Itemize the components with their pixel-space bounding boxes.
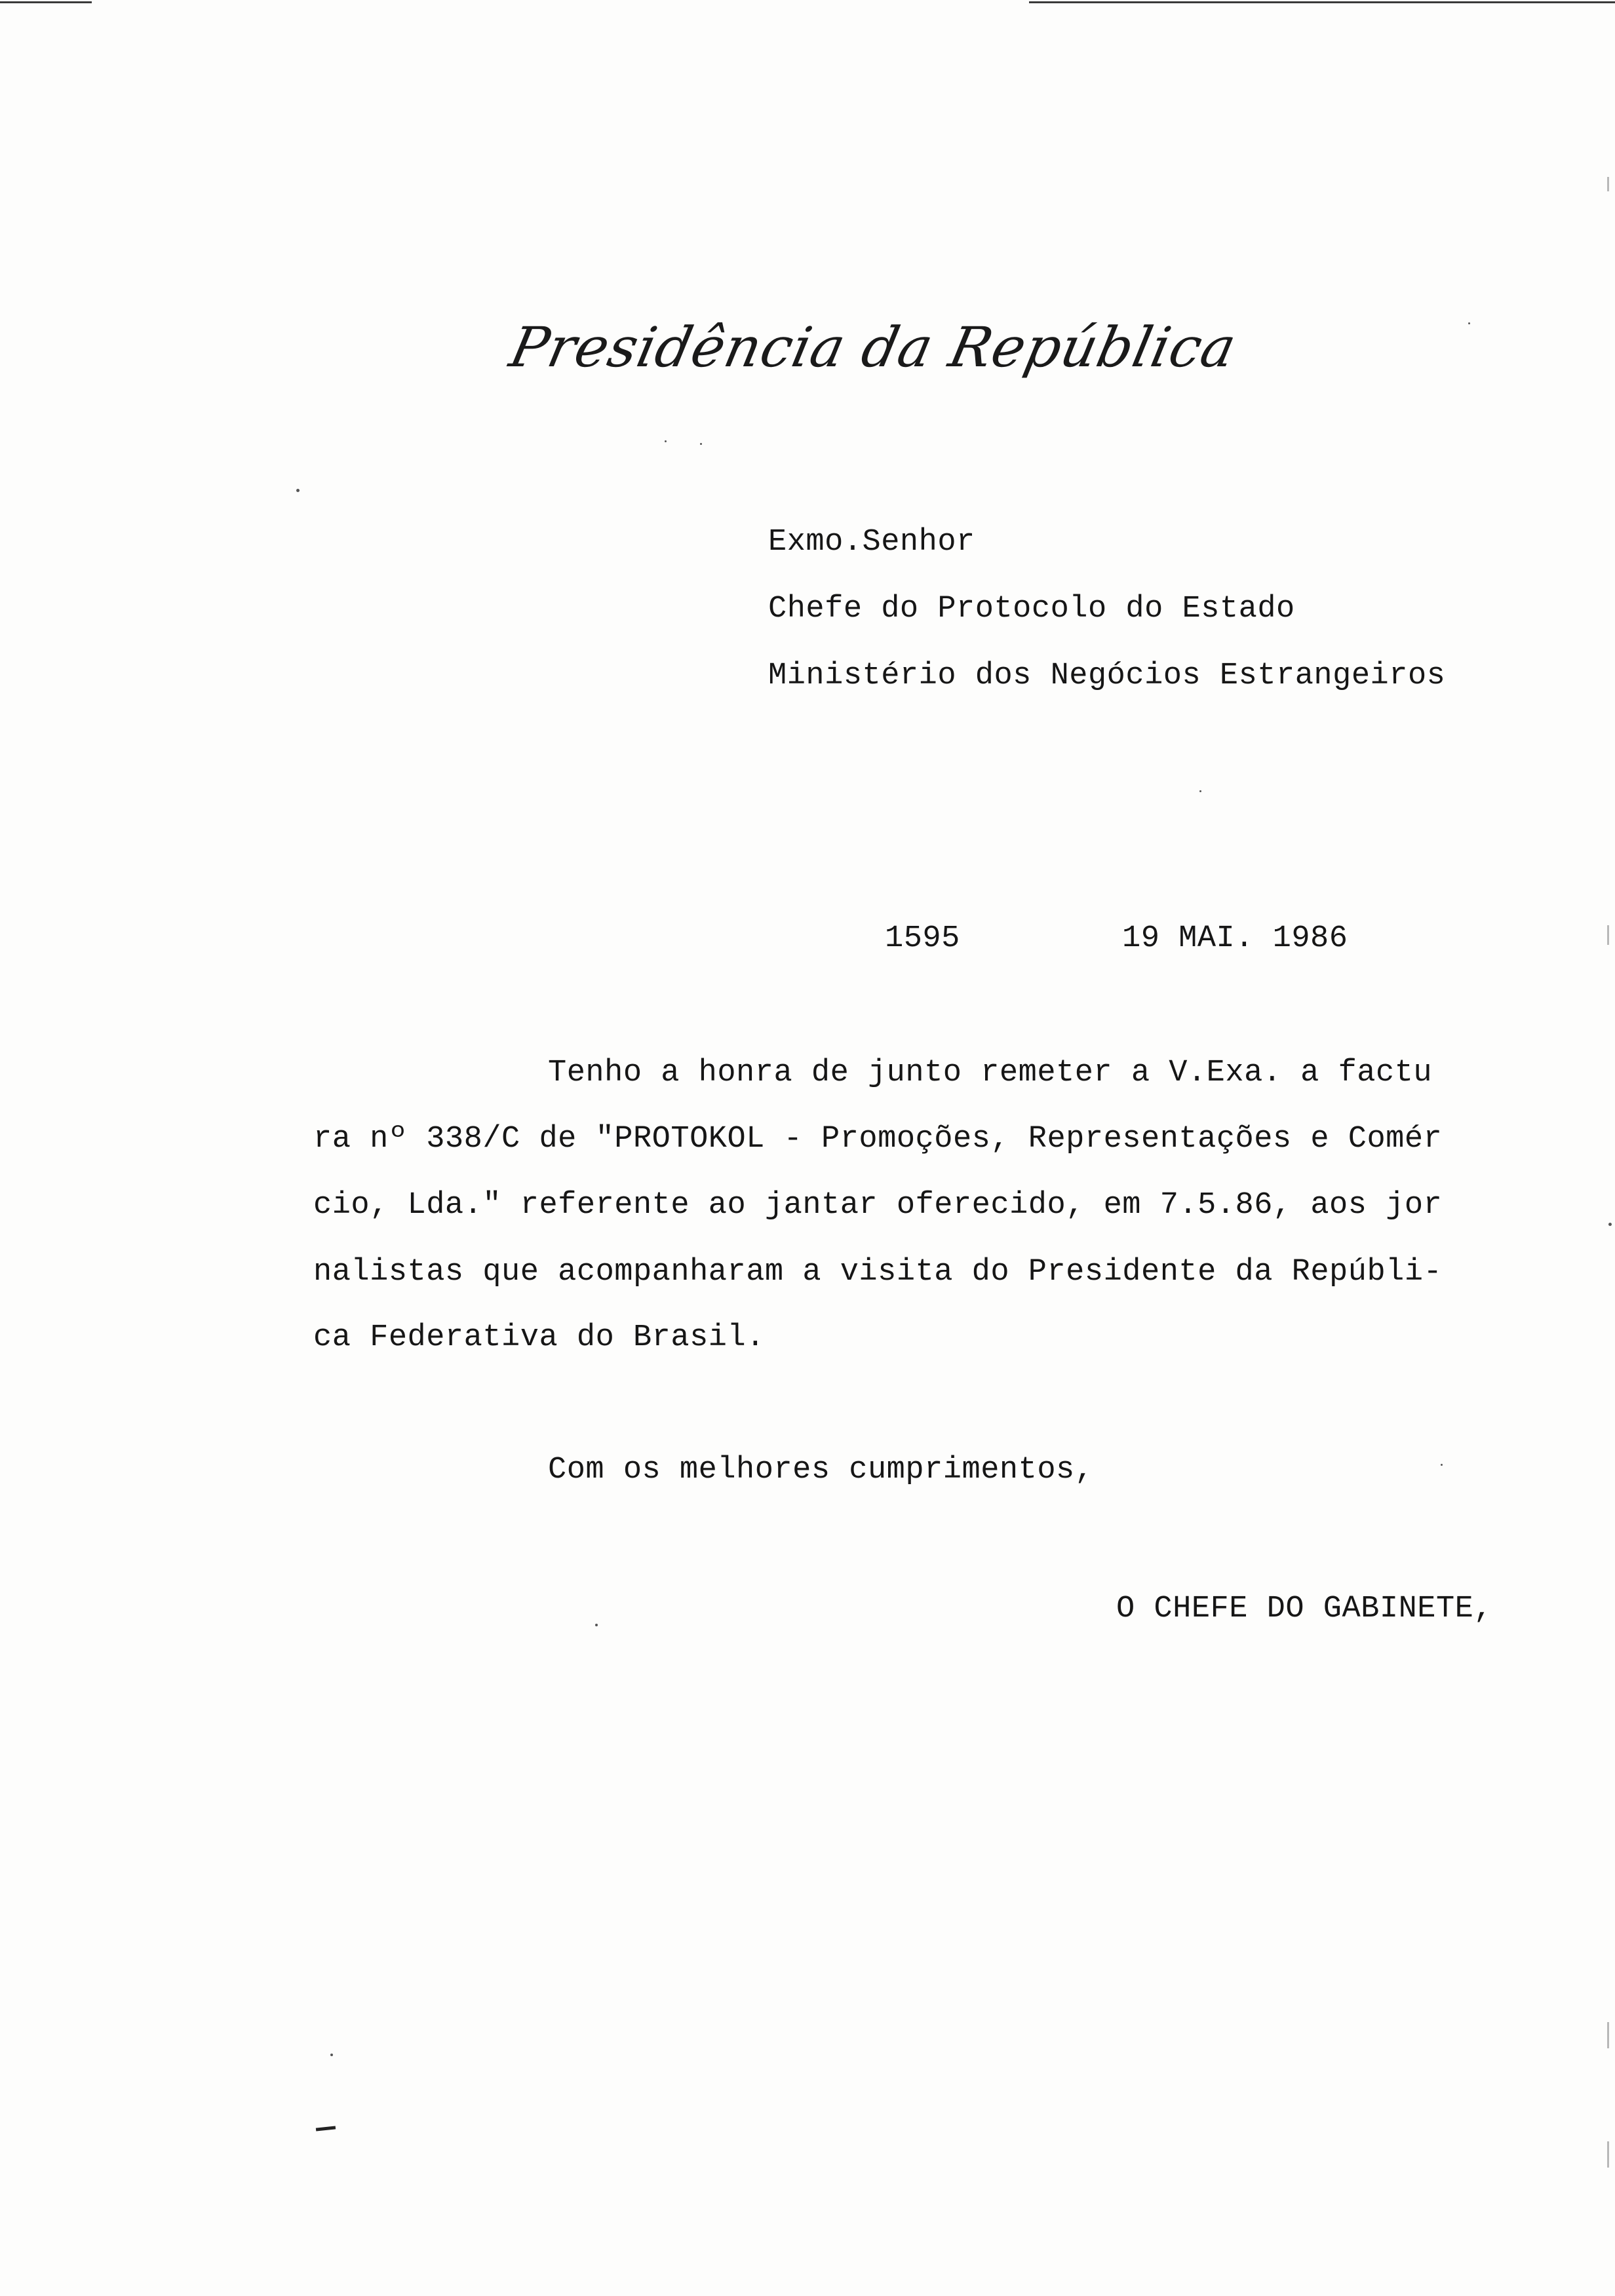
scan-dash-mark — [316, 2126, 336, 2131]
recipient-position: Chefe do Protocolo do Estado — [768, 592, 1295, 626]
scan-speck — [330, 2054, 333, 2056]
reference-date: 19 MAI. 1986 — [1122, 921, 1348, 956]
body-line-1: Tenho a honra de junto remeter a V.Exa. a factu — [548, 1056, 1433, 1090]
body-line-4: nalistas que acompanharam a visita do Presidente da Repúbli- — [313, 1255, 1443, 1290]
scan-speck — [1441, 1464, 1443, 1466]
top-edge-line-right — [1029, 1, 1615, 3]
body-line-2: ra nº 338/C de "PROTOKOL - Promoções, Representações e Comér — [313, 1122, 1443, 1157]
body-line-5: ca Federativa do Brasil. — [313, 1320, 765, 1355]
recipient-salutation: Exmo.Senhor — [768, 525, 975, 560]
margin-tick — [1607, 177, 1609, 191]
letterhead-title: Presidência da República — [504, 315, 1243, 379]
closing-line: Com os melhores cumprimentos, — [548, 1453, 1094, 1487]
signature-title: O CHEFE DO GABINETE, — [1116, 1592, 1493, 1626]
margin-tick — [1607, 925, 1609, 945]
margin-tick — [1607, 2022, 1609, 2048]
reference-number: 1595 — [885, 921, 960, 956]
top-edge-line-left — [0, 1, 92, 3]
letterhead — [504, 308, 1243, 387]
scan-speck — [700, 443, 702, 445]
scan-speck — [1468, 322, 1470, 324]
margin-tick — [1607, 2141, 1609, 2168]
body-line-3: cio, Lda." referente ao jantar oferecido, em 7.5.86, aos jor — [313, 1188, 1443, 1223]
recipient-ministry: Ministério dos Negócios Estrangeiros — [768, 659, 1446, 693]
scan-speck — [1199, 790, 1201, 792]
scan-speck — [1608, 1223, 1612, 1226]
scan-speck — [595, 1624, 598, 1626]
scan-speck — [296, 489, 300, 492]
scan-speck — [665, 440, 667, 442]
